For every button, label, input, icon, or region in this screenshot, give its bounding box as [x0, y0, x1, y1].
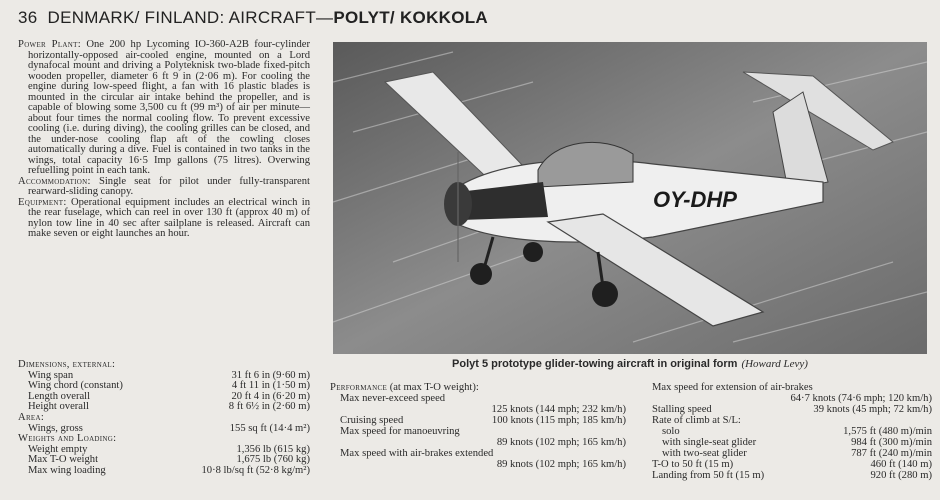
perf-value: 920 ft (280 m)	[870, 470, 932, 481]
perf-row	[330, 415, 626, 426]
spec-value: 1,675 lb (760 kg)	[236, 454, 310, 466]
performance-heading	[330, 382, 626, 393]
area-heading: Area:	[18, 411, 45, 423]
spec-label: Wing chord (constant)	[28, 380, 123, 392]
photo-caption	[333, 358, 927, 370]
perf-value: 984 ft (300 m)/min	[851, 437, 932, 448]
perf-value: 100 knots (115 mph; 185 km/h)	[491, 415, 626, 426]
performance-column-2	[652, 382, 932, 481]
perf-label: solo	[662, 426, 680, 437]
spec-value: 31 ft 6 in (9·60 m)	[231, 369, 310, 381]
perf-label: with single-seat glider	[662, 437, 757, 448]
perf-label: Stalling speed	[652, 404, 712, 415]
perf-value: 787 ft (240 m)/min	[851, 448, 932, 459]
section-prefix: DENMARK/ FINLAND: AIRCRAFT—	[47, 8, 334, 27]
main-wheel-right	[592, 281, 618, 307]
aircraft-illustration	[333, 42, 927, 354]
perf-row	[652, 459, 932, 470]
accommodation-label: Accommodation:	[18, 175, 91, 187]
spec-label: Weight empty	[28, 443, 88, 455]
weights-heading: Weights and Loading:	[18, 433, 117, 445]
perf-value: 460 ft (140 m)	[870, 459, 932, 470]
spec-value: 4 ft 11 in (1·50 m)	[231, 380, 310, 392]
perf-value: 1,575 ft (480 m)/min	[843, 426, 932, 437]
perf-value: 64·7 knots (74·6 mph; 120 km/h)	[790, 393, 932, 404]
aircraft-photo	[333, 42, 927, 354]
page-header	[18, 8, 488, 28]
perf-label: Max never-exceed speed	[340, 393, 446, 404]
perf-row	[652, 448, 932, 459]
spec-label: Length overall	[28, 390, 91, 402]
power-plant-label: Power Plant:	[18, 39, 81, 50]
accommodation-text: Single seat for pilot under fully-transparent rearward-sliding canopy.	[28, 175, 310, 197]
spec-label: Wings, gross	[28, 422, 83, 434]
spec-value: 1,356 lb (615 kg)	[236, 443, 310, 455]
perf-label: Max speed with air-brakes extended	[340, 448, 494, 459]
perf-value: 39 knots (45 mph; 72 km/h)	[813, 404, 932, 415]
caption-text: Polyt 5 prototype glider-towing aircraft in original form	[452, 358, 738, 370]
equipment-text: Operational equipment includes an electrical winch in the rear fuselage, which can reel in over 130 ft (approx 40 m) of nylon tow line in 40 sec after sailplane is released. Aircraft can make seven or eight launches an hour.	[28, 196, 311, 239]
perf-row	[652, 470, 932, 481]
spec-row	[18, 466, 310, 477]
perf-value: 125 knots (144 mph; 232 km/h)	[491, 404, 626, 415]
caption-credit: (Howard Levy)	[741, 358, 808, 370]
spec-value: 155 sq ft (14·4 m²)	[229, 422, 310, 434]
climb-heading: Rate of climb at S/L:	[652, 415, 741, 426]
main-wheel-left	[523, 242, 543, 262]
spec-value: 20 ft 4 in (6·20 m)	[231, 390, 310, 402]
section-title: POLYT/ KOKKOLA	[333, 8, 489, 27]
accommodation-paragraph	[18, 177, 310, 198]
spec-label: Wing span	[28, 369, 74, 381]
performance-column-1	[330, 382, 626, 470]
spec-label: Max T-O weight	[28, 454, 99, 466]
description-column	[18, 40, 310, 240]
perf-value: 89 knots (102 mph; 165 km/h)	[496, 459, 626, 470]
spec-value: 10·8 lb/sq ft (52·8 kg/m²)	[201, 464, 310, 476]
spec-label: Max wing loading	[28, 464, 106, 476]
perf-label: with two-seat glider	[662, 448, 747, 459]
perf-label: Landing from 50 ft (15 m)	[652, 470, 765, 481]
power-plant-text: One 200 hp Lycoming IO-360-A2B four-cylinder horizontally-opposed air-cooled engine, mounted on a Lord dynafocal mount and driving a Polyteknisk two-blade fixed-pitch wooden propeller, diameter 6 ft 9 in (2·06 m). For cooling the engine during low-speed flight, a fan with 16 plastic blades is mounted in the circular air intake behind the propeller, and is capable of blowing some 3,500 cu ft (99 m³) of air per minute—about four times the normal cooling flow. To prevent excessive cooling (i.e. during diving), the cooling grilles can be closed, and the under-nose cooling flap aft of the cowling closes automatically during a dive. Fuel is contained in two tanks in the wings, total capacity 16·5 Imp gallons (75 litres). Overwing refuelling point in each tank.	[28, 39, 310, 176]
nose-wheel	[470, 263, 492, 285]
spec-value: 8 ft 6½ in (2·60 m)	[228, 401, 310, 413]
registration-marking: OY-DHP	[653, 187, 737, 212]
perf-row	[652, 437, 932, 448]
equipment-label: Equipment:	[18, 196, 67, 208]
page-number: 36	[18, 8, 38, 27]
spec-label: Height overall	[28, 401, 89, 413]
perf-label: Cruising speed	[340, 415, 404, 426]
perf-row	[652, 426, 932, 437]
perf-label: T-O to 50 ft (15 m)	[652, 459, 734, 470]
dimensions-heading: Dimensions, external:	[18, 359, 116, 370]
power-plant-paragraph	[18, 40, 310, 177]
performance-label-suffix: (at max T-O weight):	[389, 382, 479, 393]
equipment-paragraph	[18, 198, 310, 240]
perf-row	[652, 404, 932, 415]
specifications	[18, 360, 310, 477]
perf-label: Max speed for manoeuvring	[340, 426, 460, 437]
performance-label: Performance	[330, 382, 388, 393]
perf-value: 89 knots (102 mph; 165 km/h)	[496, 437, 626, 448]
spec-row	[18, 402, 310, 413]
perf-label: Max speed for extension of air-brakes	[652, 382, 813, 393]
